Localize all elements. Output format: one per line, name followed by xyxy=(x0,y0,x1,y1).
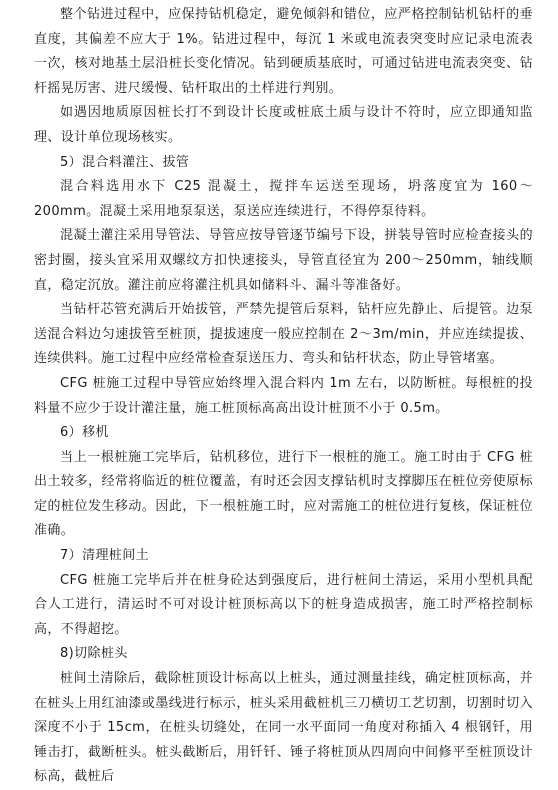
section-heading-8: 8)切除桩头 xyxy=(60,646,128,662)
paragraph-pile-length-mismatch: 如遇因地质原因桩长打不到设计长度或桩底土质与设计不符时，应立即通知监理、设计单位现场核实。 xyxy=(34,105,533,145)
section-heading-6: 6）移机 xyxy=(60,425,109,441)
paragraph-mix-material: 混合料选用水下 C25 混凝土，搅拌车运送至现场，坍落度宜为 160～200mm。混凝土采用地泵泵送，泵送应连续进行，不得停泵待料。 xyxy=(34,179,533,219)
paragraph-soil-clearing: CFG 桩施工完毕后并在桩身砼达到强度后，进行桩间土清运，采用小型机具配合人工进行，清运时不可对设计桩顶标高以下的桩身造成损害，施工时严格控制标高，不得超挖。 xyxy=(34,572,533,637)
paragraph-tremie-pipe: 混凝土灌注采用导管法、导管应按导管逐节编号下设，拼装导管时应检查接头的密封圈，接头宜采用双螺纹方扣快速接头，导管直径宜为 200～250mm，轴线顺直，稳定沉放。灌注前应将灌注机具如储料斗、漏斗等准备好。 xyxy=(34,228,533,293)
paragraph-machine-relocation: 当上一根桩施工完毕后，钻机移位，进行下一根桩的施工。施工时由于 CFG 桩出土较多，经常将临近的桩位覆盖，有时还会因支撑钻机时支撑脚压在桩位旁使原标定的桩位发生移动。因此，下一根桩施工时，应对需施工的桩位进行复核，保证桩位准确。 xyxy=(34,449,533,539)
paragraph-pile-head-cutting: 桩间土清除后，截除桩顶设计标高以上桩头，通过测量挂线，确定桩顶标高，并在桩头上用红油漆或墨线进行标示，桩头采用截桩机三刀横切工艺切割，切割时切入深度不小于 15cm，在桩头切缝处，在同一水平面同一角度对称插入 4 根钢钎，用锤击打，截断桩头。桩头截断后，用钎钎、锤子将桩顶从四周向中间修平至桩顶设计标高，截桩后 xyxy=(34,671,533,785)
paragraph-drilling-verticality: 整个钻进过程中，应保持钻机稳定，避免倾斜和错位，应严格控制钻机钻杆的垂直度，其偏差不应大于 1%。钻进过程中，每沉 1 米或电流表突变时应记录电流表一次，核对地基土层沿桩长变化情况。钻到硬质基底时，可通过钻进电流表突变、钻杆摇晃厉害、进尺缓慢、钻杆取出的土样进行判别。 xyxy=(34,7,533,96)
section-heading-7: 7）清理桩间土 xyxy=(60,548,150,564)
section-heading-5: 5）混合料灌注、拔管 xyxy=(60,154,190,170)
paragraph-cfg-embedment: CFG 桩施工过程中导管应始终埋入混合料内 1m 左右，以防断桩。每根桩的投料量不应少于设计灌注量，施工桩顶标高高出设计桩顶不小于 0.5m。 xyxy=(34,375,533,416)
paragraph-pipe-pulling: 当钻杆芯管充满后开始拔管，严禁先提管后泵料，钻杆应先静止、后提管。边泵送混合料边匀速拔管至桩顶，提拔速度一般应控制在 2～3m/min，并应连续提拔、连续供料。施工过程中应经常检查泵送压力、弯头和钻杆状态，防止导管堵塞。 xyxy=(34,302,533,367)
